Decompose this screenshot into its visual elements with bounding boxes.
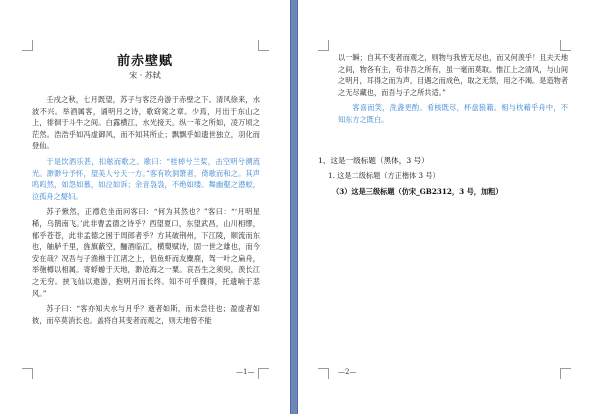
- paragraph-1: 壬戌之秋，七月既望，苏子与客泛舟游于赤壁之下。清风徐来，水波不兴。举酒属客，诵明月之诗，歌窈窕之章。少焉，月出于东山之上，徘徊于斗牛之间。白露横江，水光接天。纵一苇之所如，凌万顷之茫然。浩浩乎如冯虚御风，而不知其所止；飘飘乎如遗世独立，羽化而登仙。: [32, 95, 260, 151]
- crop-mark-top-right: [560, 40, 571, 51]
- paragraph-6-quote: 客喜而笑，洗盏更酌。肴核既尽，杯盘狼籍。相与枕藉乎舟中，不知东方之既白。: [338, 103, 568, 124]
- heading-level-3: （3）这是三级标题（仿宋_GB2312，3 号，加粗）: [332, 187, 503, 196]
- paragraph-3: 苏子愀然，正襟危坐而问客曰：“何为其然也？”客曰：“‘月明星稀，乌鹊南飞。’此非曹孟德之诗乎？西望夏口，东望武昌，山川相缪，郁乎苍苍，此非孟德之困于周郎者乎？方其破荆州，下江陵，顺流而东也，舳舻千里，旌旗蔽空，酾酒临江，横槊赋诗，固一世之雄也，而今安在哉？况吾与子渔樵于江渚之上，侣鱼虾而友麋鹿，驾一叶之扁舟，举匏樽以相属。寄蜉蝣于天地，渺沧海之一粟。哀吾生之须臾，羡长江之无穷。挟飞仙以遨游，抱明月而长终。知不可乎骤得，托遗响于悲风。”: [32, 207, 260, 298]
- crop-mark-bottom-right: [560, 368, 571, 379]
- page-2-body: [338, 52, 568, 130]
- crop-mark-top-left: [318, 40, 329, 51]
- paragraph-4: 苏子曰：“客亦知夫水与月乎？逝者如斯，而未尝往也；盈虚者如彼，而卒莫消长也。盖将自其变者而观之，则天地曾不能: [32, 304, 260, 325]
- page-separator: [290, 0, 298, 414]
- page-1: [0, 0, 290, 414]
- crop-mark-bottom-right: [258, 368, 269, 379]
- document-title: 前赤壁赋: [116, 54, 173, 69]
- page-number-1: —1—: [236, 368, 255, 376]
- paragraph-2-quote: 于是饮酒乐甚，扣舷而歌之。歌曰：“桂棹兮兰桨，击空明兮溯流光。渺渺兮予怀，望美人兮天一方。”客有吹洞箫者，倚歌而和之。其声呜呜然，如怨如慕，如泣如诉；余音袅袅，不绝如缕。舞幽壑之潜蛟，泣孤舟之嫠妇。: [32, 156, 260, 201]
- document-author: 宋 · 苏轼: [129, 71, 161, 80]
- crop-mark-bottom-left: [22, 368, 33, 379]
- heading-level-1: 1、这是一级标题（黑体，3 号）: [318, 156, 429, 165]
- page-number-2: —2—: [338, 368, 357, 376]
- page-2: [298, 0, 592, 414]
- page-1-body: [32, 94, 260, 326]
- crop-mark-bottom-left: [318, 368, 329, 379]
- paragraph-5: 以一瞬；自其不变者而观之，则物与我皆无尽也，而又何羡乎！且夫天地之间，物各有主，苟非吾之所有，虽一毫而莫取。惟江上之清风，与山间之明月，耳得之而为声，目遇之而成色，取之无禁，用之不竭。是造物者之无尽藏也，而吾与子之所共适。”: [338, 53, 569, 97]
- heading-level-2: 1. 这是二级标题（方正楷体 3 号）: [328, 171, 440, 180]
